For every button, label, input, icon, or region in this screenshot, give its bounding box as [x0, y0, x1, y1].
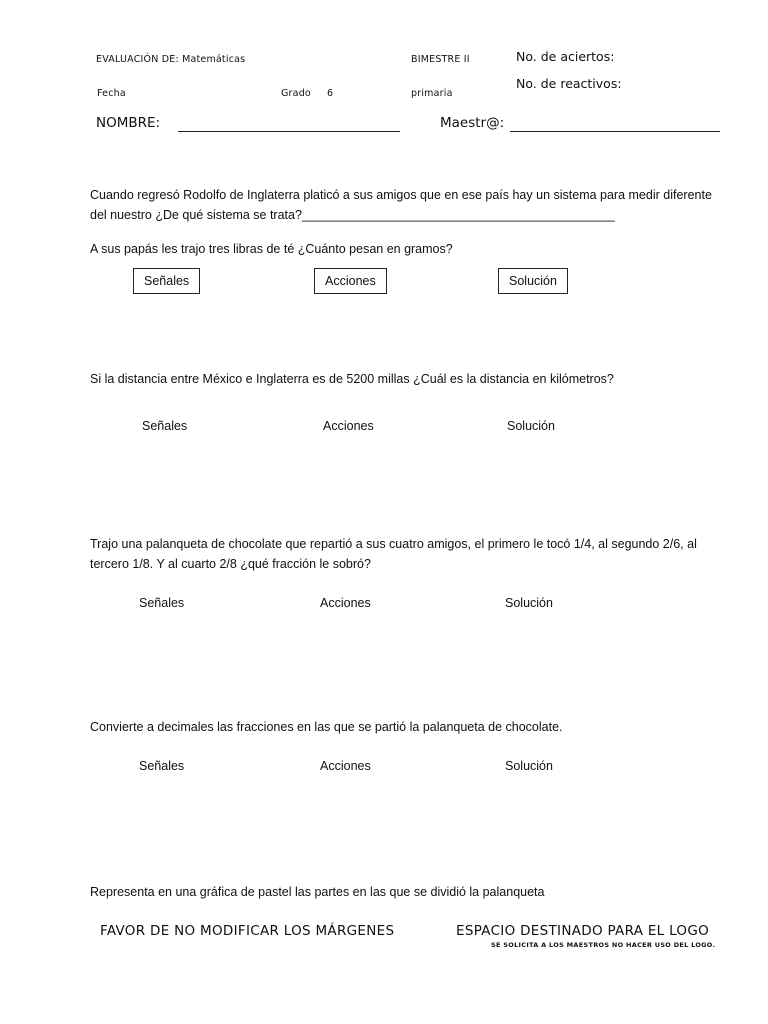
q4-signals-label: Señales [139, 596, 185, 610]
question-2-text: A sus papás les trajo tres libras de té ¿Cuánto pesan en gramos? [90, 242, 453, 256]
correct-answers-label: No. de aciertos: [516, 49, 615, 64]
q5-signals-label: Señales [139, 759, 185, 773]
q3-actions-label: Acciones [323, 419, 374, 433]
teacher-line[interactable] [510, 131, 720, 132]
question-4-text: Trajo una palanqueta de chocolate que repartió a sus cuatro amigos, el primero le tocó 1/4, al segundo 2/6, al tercero 1/8. Y al cuarto 2/8 ¿qué fracción le sobró? [90, 537, 697, 571]
teacher-label: Maestr@: [440, 115, 505, 131]
q4-actions-label: Acciones [320, 596, 371, 610]
logo-usage-notice: SE SOLICITA A LOS MAESTROS NO HACER USO DEL LOGO. [491, 941, 716, 949]
q5-actions-label: Acciones [320, 759, 371, 773]
name-line[interactable] [178, 131, 400, 132]
question-6-text: Representa en una gráfica de pastel las partes en las que se dividió la palanqueta [90, 885, 545, 899]
grade-value: 6 [327, 88, 334, 99]
level-label: primaria [411, 88, 453, 99]
margins-notice: FAVOR DE NO MODIFICAR LOS MÁRGENES [100, 923, 395, 939]
logo-space-label: ESPACIO DESTINADO PARA EL LOGO [456, 923, 710, 939]
q2-signals-box: Señales [133, 268, 200, 294]
q3-signals-label: Señales [142, 419, 188, 433]
grade-label: Grado [281, 88, 311, 99]
q2-actions-box: Acciones [314, 268, 387, 294]
q2-solution-box: Solución [498, 268, 568, 294]
question-3-text: Si la distancia entre México e Inglaterra es de 5200 millas ¿Cuál es la distancia en kilómetros? [90, 372, 614, 386]
evaluation-subject: EVALUACIÓN DE: Matemáticas [96, 54, 246, 65]
q3-solution-label: Solución [507, 419, 555, 433]
items-count-label: No. de reactivos: [516, 76, 622, 91]
name-label: NOMBRE: [96, 115, 161, 131]
date-label: Fecha [97, 88, 126, 99]
question-1-text: Cuando regresó Rodolfo de Inglaterra platicó a sus amigos que en ese país hay un sistema para medir diferente del nuestro ¿De qué sistema se trata?_____________________________________________ [90, 188, 712, 222]
bimester-label: BIMESTRE II [411, 54, 470, 65]
q5-solution-label: Solución [505, 759, 553, 773]
q4-solution-label: Solución [505, 596, 553, 610]
question-5-text: Convierte a decimales las fracciones en las que se partió la palanqueta de chocolate. [90, 720, 563, 734]
